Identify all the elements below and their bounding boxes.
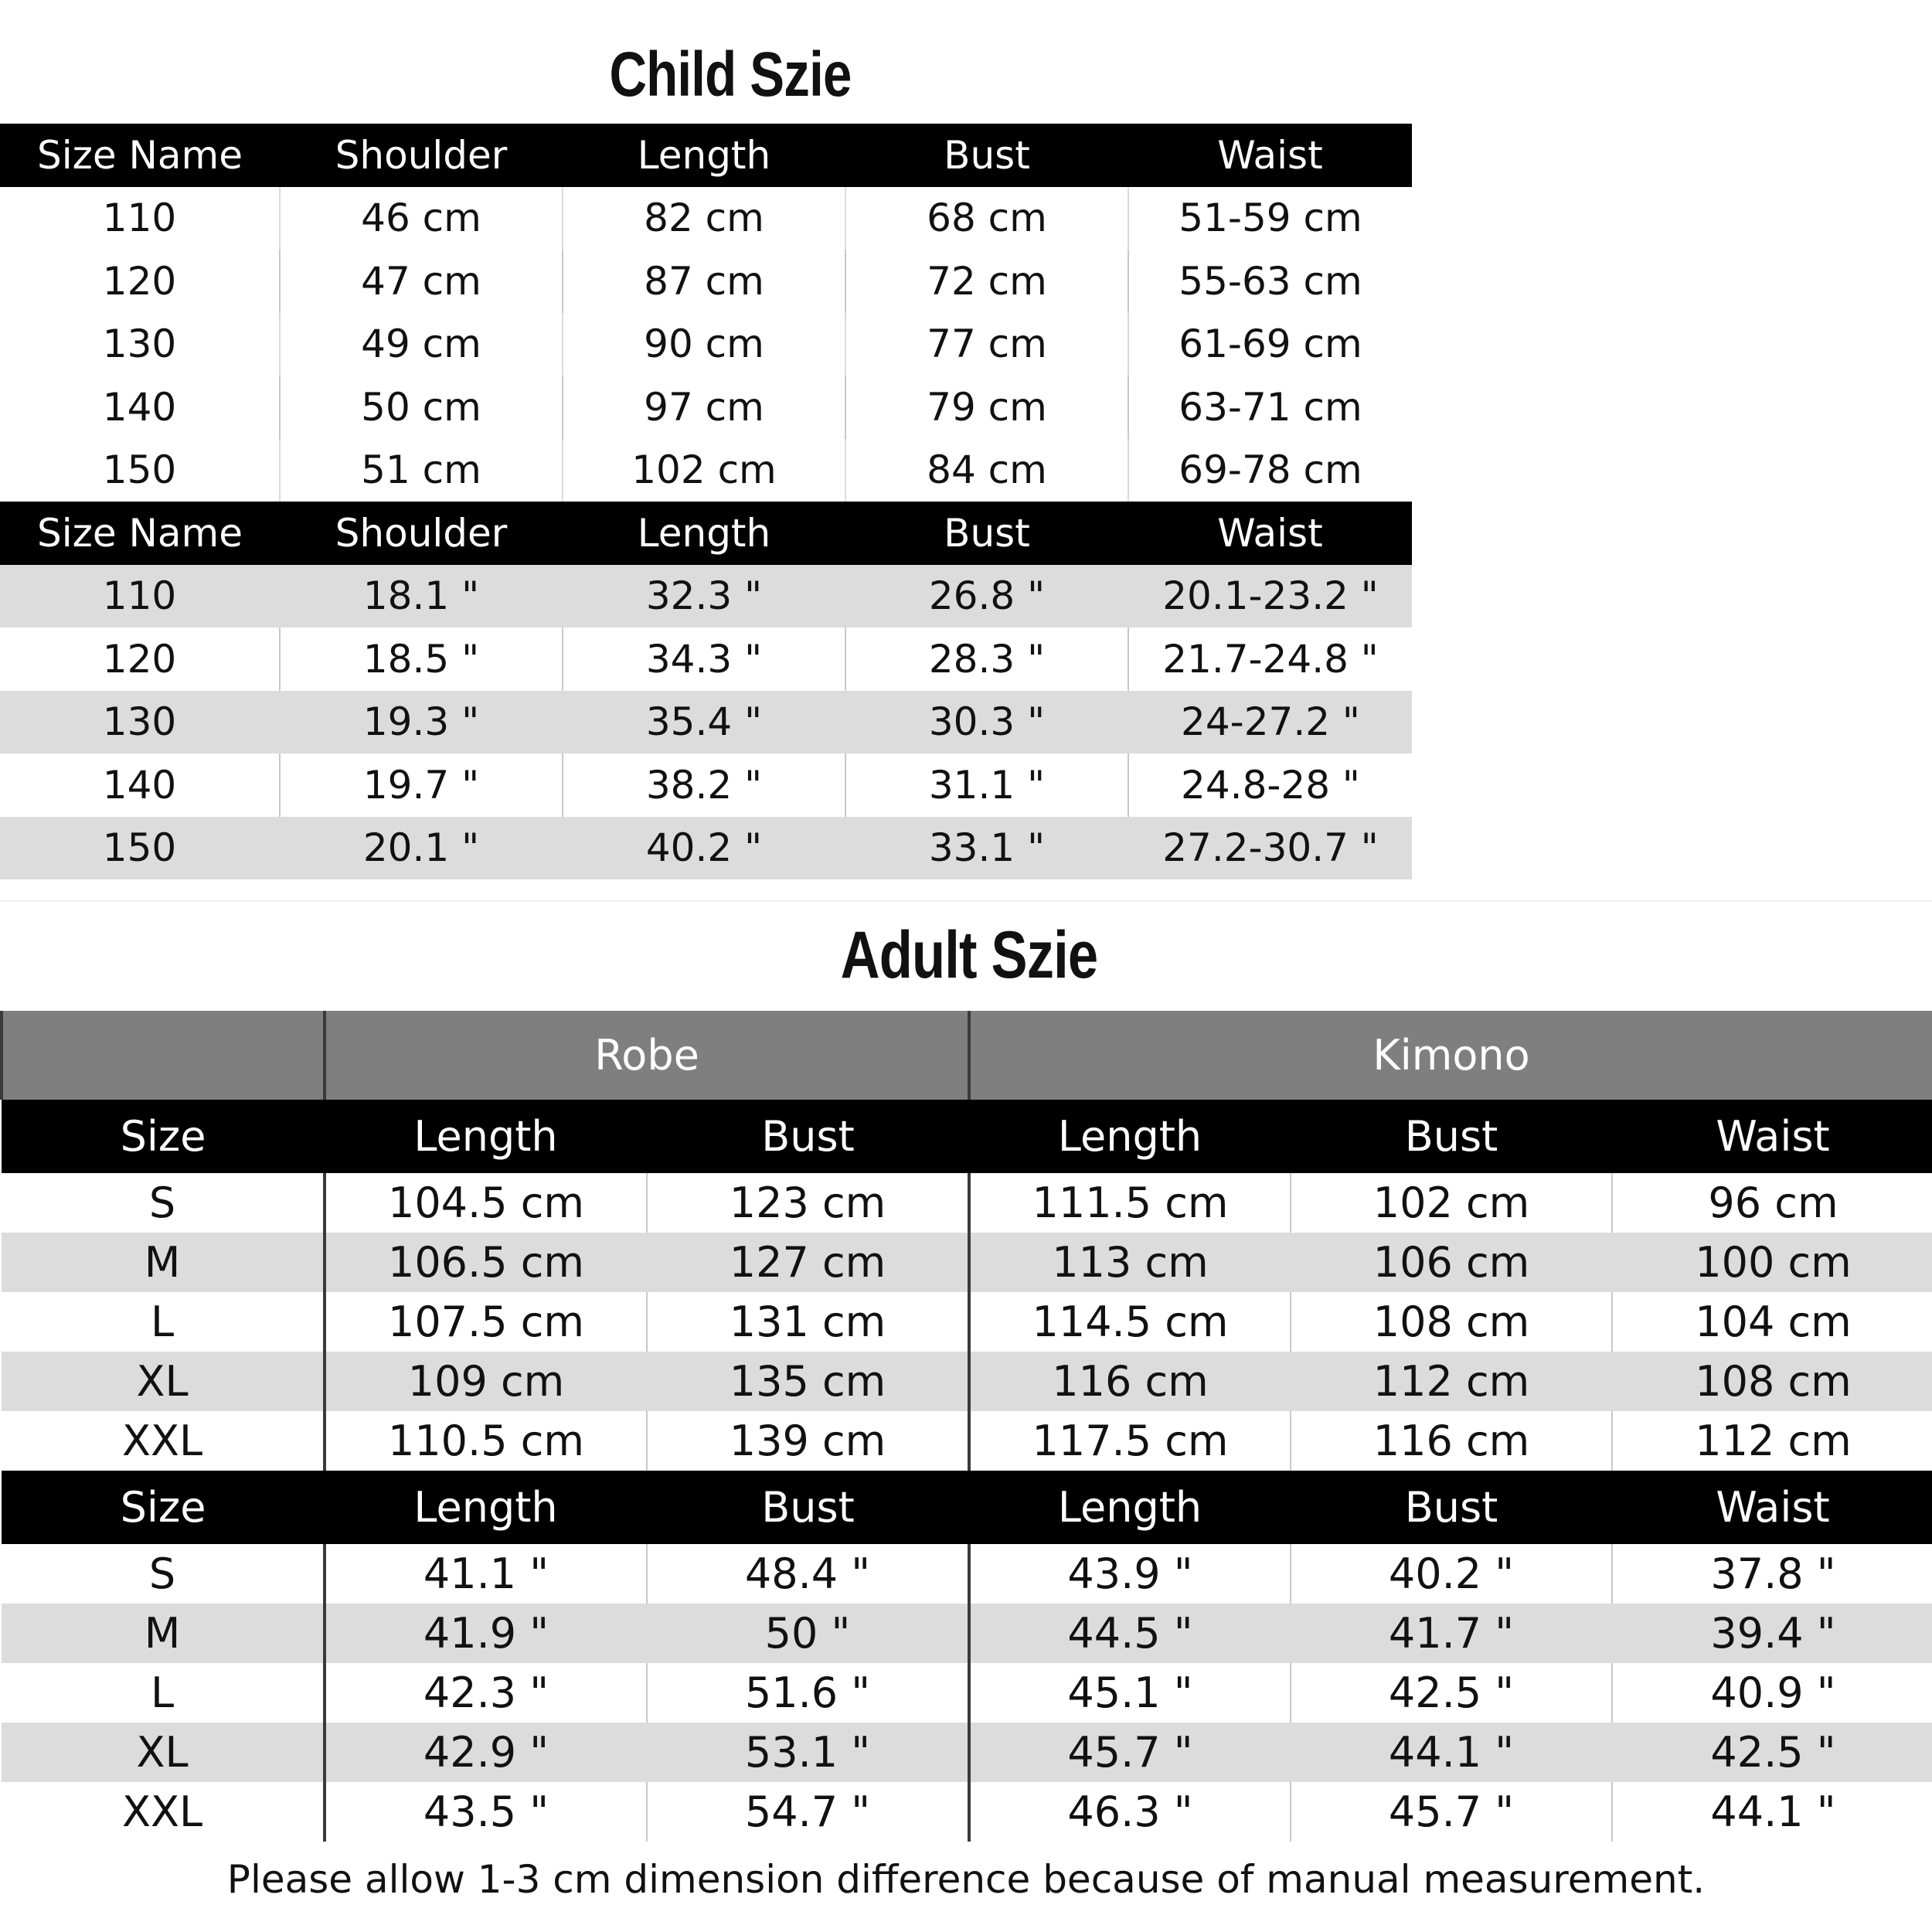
measurement-cell: 127 cm xyxy=(647,1233,969,1292)
child-column-header: Length xyxy=(563,124,845,187)
size-name-cell: 140 xyxy=(102,384,177,430)
measurement-cell: 33.1 " xyxy=(845,817,1128,880)
child-size-row xyxy=(0,628,1412,691)
measurement-cell: 45.7 " xyxy=(1291,1782,1612,1842)
measurement-cell: 38.2 " xyxy=(563,753,845,817)
child-size-table xyxy=(0,124,1412,879)
adult-column-header: Length xyxy=(325,1100,647,1173)
measurement-cell: 135 cm xyxy=(647,1352,969,1411)
measurement-cell: 111.5 cm xyxy=(969,1173,1291,1233)
measurement-cell: 30.3 " xyxy=(845,691,1128,754)
measurement-cell: 114.5 cm xyxy=(969,1292,1291,1352)
adult-column-header: Waist xyxy=(1612,1471,1932,1544)
measurement-cell: 102 cm xyxy=(563,439,845,502)
size-name-cell: S xyxy=(2,1173,325,1233)
measurement-cell: 51 cm xyxy=(280,439,563,502)
size-name-cell: 110 xyxy=(0,187,280,250)
measurement-cell: 84 cm xyxy=(845,439,1128,502)
measurement-cell: 27.2-30.7 " xyxy=(1128,817,1412,880)
measurement-cell: 42.9 " xyxy=(325,1723,647,1782)
child-size-row xyxy=(0,376,1412,439)
measurement-cell: 20.1-23.2 " xyxy=(1128,565,1412,628)
measurement-cell: 117.5 cm xyxy=(969,1411,1291,1471)
adult-size-row xyxy=(2,1604,1932,1663)
measurement-cell: 45.1 " xyxy=(969,1663,1291,1723)
measurement-cell: 104.5 cm xyxy=(325,1173,647,1233)
child-size-title: Child Szie xyxy=(609,39,852,110)
child-column-header: Length xyxy=(563,502,845,565)
adult-size-row xyxy=(2,1292,1932,1352)
adult-size-row xyxy=(2,1663,1932,1723)
measurement-cell: 40.2 " xyxy=(563,817,845,880)
adult-column-header: Bust xyxy=(647,1471,969,1544)
measurement-cell: 51-59 cm xyxy=(1128,187,1412,250)
size-name-cell: 130 xyxy=(0,691,280,754)
size-name-cell: 110 xyxy=(0,565,280,628)
measurement-cell: 54.7 " xyxy=(647,1782,969,1842)
child-column-header: Shoulder xyxy=(280,502,563,565)
size-name-cell: 140 xyxy=(0,753,280,817)
size-name-cell: L xyxy=(2,1663,325,1723)
measurement-cell: 44.1 " xyxy=(1612,1782,1932,1842)
measurement-cell: 51.6 " xyxy=(647,1663,969,1723)
adult-header-row-inch xyxy=(2,1471,1932,1544)
measurement-cell: 48.4 " xyxy=(647,1544,969,1604)
adult-size-title: Adult Szie xyxy=(840,918,1098,992)
adult-column-header: Size xyxy=(2,1471,325,1544)
measurement-cell: 109 cm xyxy=(325,1352,647,1411)
measurement-cell: 116 cm xyxy=(1291,1411,1612,1471)
measurement-cell: 50 " xyxy=(647,1604,969,1663)
child-size-row xyxy=(0,565,1412,628)
adult-size-row xyxy=(2,1411,1932,1471)
measurement-cell: 72 cm xyxy=(845,250,1128,313)
adult-header-row-cm xyxy=(2,1100,1932,1173)
measurement-cell: 42.3 " xyxy=(325,1663,647,1723)
measurement-cell: 63-71 cm xyxy=(1128,376,1412,439)
size-name-cell: 150 xyxy=(0,817,280,880)
measurement-cell: 32.3 " xyxy=(563,565,845,628)
child-size-row xyxy=(0,250,1412,313)
measurement-cell: 96 cm xyxy=(1612,1173,1932,1233)
measurement-cell: 43.9 " xyxy=(969,1544,1291,1604)
measurement-cell: 19.3 " xyxy=(280,691,563,754)
size-name-cell: M xyxy=(2,1233,325,1292)
measurement-cell: 139 cm xyxy=(647,1411,969,1471)
measurement-cell: 46 cm xyxy=(280,187,563,250)
measurement-cell: 40.9 " xyxy=(1612,1663,1932,1723)
measurement-cell: 53.1 " xyxy=(647,1723,969,1782)
measurement-cell: 40.2 " xyxy=(1291,1544,1612,1604)
child-header-row-inch xyxy=(0,502,1412,565)
group-header-kimono: Kimono xyxy=(969,1011,1932,1100)
size-name-cell: 120 xyxy=(0,628,280,691)
measurement-cell: 19.7 " xyxy=(280,753,563,817)
size-name-cell: L xyxy=(2,1292,325,1352)
measurement-cell: 90 cm xyxy=(563,313,845,376)
adult-column-header: Bust xyxy=(1291,1100,1612,1173)
measurement-cell: 41.9 " xyxy=(325,1604,647,1663)
size-name-cell: 120 xyxy=(102,258,177,304)
adult-group-row xyxy=(2,1011,1932,1100)
measurement-cell: 45.7 " xyxy=(969,1723,1291,1782)
measurement-cell: 31.1 " xyxy=(845,753,1128,817)
size-name-cell: 130 xyxy=(0,313,280,376)
measurement-cell: 20.1 " xyxy=(280,817,563,880)
child-size-row xyxy=(0,753,1412,817)
adult-size-table xyxy=(0,1011,1932,1842)
child-column-header: Bust xyxy=(845,124,1128,187)
adult-column-header: Length xyxy=(969,1471,1291,1544)
measurement-cell: 47 cm xyxy=(280,250,563,313)
child-column-header: Size Name xyxy=(0,124,280,187)
size-name-cell: XXL xyxy=(2,1411,325,1471)
measurement-cell: 61-69 cm xyxy=(1128,313,1412,376)
group-header-robe: Robe xyxy=(325,1011,969,1100)
adult-column-header: Size xyxy=(2,1100,325,1173)
measurement-cell: 18.5 " xyxy=(280,628,563,691)
measurement-cell: 18.1 " xyxy=(280,565,563,628)
group-header-empty xyxy=(2,1011,325,1100)
size-name-cell: XL xyxy=(2,1352,325,1411)
measurement-cell: 44.5 " xyxy=(969,1604,1291,1663)
adult-size-row xyxy=(2,1233,1932,1292)
adult-column-header: Length xyxy=(969,1100,1291,1173)
child-header-row-cm xyxy=(0,124,1412,187)
measurement-cell: 112 cm xyxy=(1291,1352,1612,1411)
measurement-cell: 68 cm xyxy=(845,187,1128,250)
measurement-cell: 50 cm xyxy=(280,376,563,439)
adult-column-header: Length xyxy=(325,1471,647,1544)
measurement-cell: 46.3 " xyxy=(969,1782,1291,1842)
measurement-cell: 82 cm xyxy=(563,187,845,250)
child-size-row xyxy=(0,439,1412,502)
measurement-cell: 41.7 " xyxy=(1291,1604,1612,1663)
child-size-row xyxy=(0,691,1412,754)
measurement-cell: 42.5 " xyxy=(1612,1723,1932,1782)
measurement-cell: 102 cm xyxy=(1291,1173,1612,1233)
size-name-cell: S xyxy=(2,1544,325,1604)
measurement-cell: 35.4 " xyxy=(563,691,845,754)
section-divider xyxy=(0,900,1932,902)
adult-column-header: Bust xyxy=(1291,1471,1612,1544)
measurement-cell: 116 cm xyxy=(969,1352,1291,1411)
adult-column-header: Bust xyxy=(647,1100,969,1173)
measurement-cell: 41.1 " xyxy=(325,1544,647,1604)
measurement-cell: 28.3 " xyxy=(845,628,1128,691)
measurement-cell: 44.1 " xyxy=(1291,1723,1612,1782)
measurement-cell: 43.5 " xyxy=(325,1782,647,1842)
measurement-cell: 107.5 cm xyxy=(325,1292,647,1352)
measurement-cell: 87 cm xyxy=(563,250,845,313)
child-column-header: Shoulder xyxy=(280,124,563,187)
measurement-cell: 108 cm xyxy=(1612,1352,1932,1411)
adult-size-row xyxy=(2,1352,1932,1411)
child-column-header: Size Name xyxy=(0,502,280,565)
measurement-note: Please allow 1-3 cm dimension difference because of manual measurement. xyxy=(226,1857,1706,1902)
measurement-cell: 26.8 " xyxy=(845,565,1128,628)
measurement-cell: 37.8 " xyxy=(1612,1544,1932,1604)
measurement-cell: 131 cm xyxy=(647,1292,969,1352)
measurement-cell: 24.8-28 " xyxy=(1128,753,1412,817)
measurement-cell: 112 cm xyxy=(1612,1411,1932,1471)
measurement-cell: 106.5 cm xyxy=(325,1233,647,1292)
adult-size-row xyxy=(2,1544,1932,1604)
measurement-cell: 113 cm xyxy=(969,1233,1291,1292)
child-size-row xyxy=(0,313,1412,376)
size-name-cell: XL xyxy=(2,1723,325,1782)
child-column-header: Waist xyxy=(1128,124,1412,187)
measurement-cell: 77 cm xyxy=(845,313,1128,376)
measurement-cell: 97 cm xyxy=(563,376,845,439)
child-size-row xyxy=(0,817,1412,880)
size-name-cell: M xyxy=(2,1604,325,1663)
measurement-cell: 55-63 cm xyxy=(1128,250,1412,313)
child-column-header: Waist xyxy=(1128,502,1412,565)
measurement-cell: 123 cm xyxy=(647,1173,969,1233)
measurement-cell: 79 cm xyxy=(845,376,1128,439)
measurement-cell: 108 cm xyxy=(1291,1292,1612,1352)
measurement-cell: 42.5 " xyxy=(1291,1663,1612,1723)
measurement-cell: 110.5 cm xyxy=(325,1411,647,1471)
measurement-cell: 49 cm xyxy=(280,313,563,376)
size-name-cell: XXL xyxy=(2,1782,325,1842)
child-column-header: Bust xyxy=(845,502,1128,565)
measurement-cell: 21.7-24.8 " xyxy=(1128,628,1412,691)
adult-column-header: Waist xyxy=(1612,1100,1932,1173)
measurement-cell: 100 cm xyxy=(1612,1233,1932,1292)
child-size-row xyxy=(0,187,1412,250)
size-name-cell: 150 xyxy=(0,439,280,502)
adult-size-row xyxy=(2,1782,1932,1842)
measurement-cell: 24-27.2 " xyxy=(1128,691,1412,754)
measurement-cell: 39.4 " xyxy=(1612,1604,1932,1663)
adult-size-row xyxy=(2,1173,1932,1233)
measurement-cell: 69-78 cm xyxy=(1128,439,1412,502)
adult-size-row xyxy=(2,1723,1932,1782)
measurement-cell: 104 cm xyxy=(1612,1292,1932,1352)
measurement-cell: 34.3 " xyxy=(563,628,845,691)
measurement-cell: 106 cm xyxy=(1291,1233,1612,1292)
